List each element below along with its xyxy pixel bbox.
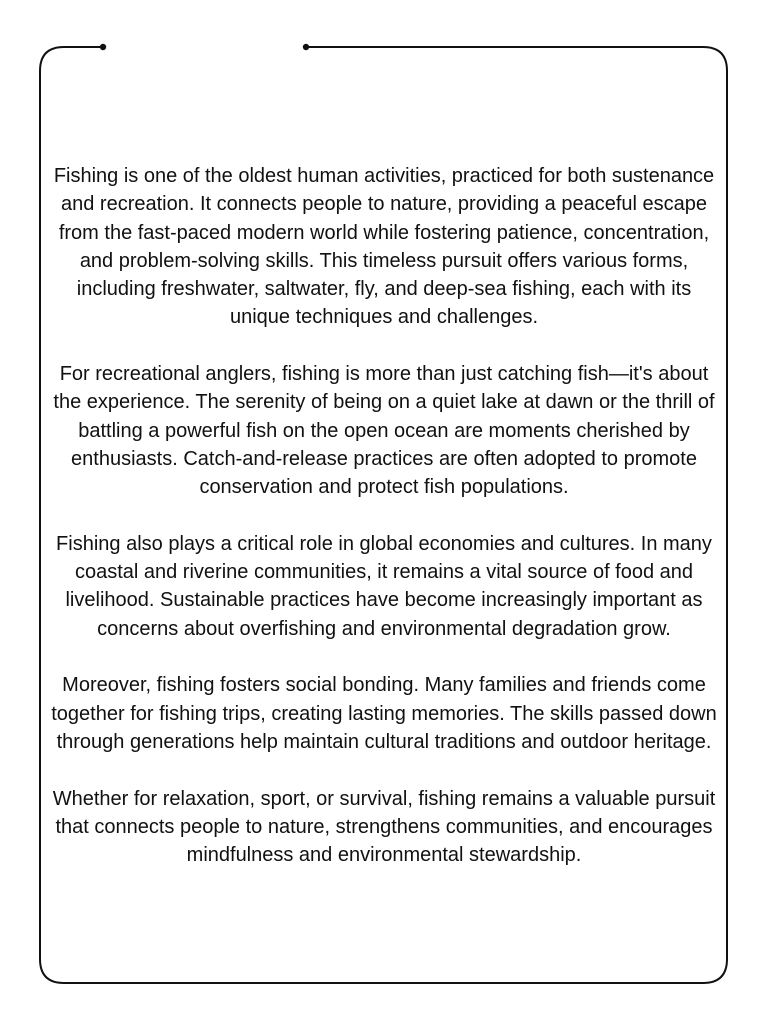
border-end-dot-left (100, 44, 106, 50)
article-body (48, 162, 720, 898)
paragraph-intro: Fishing is one of the oldest human activities, practiced for both sustenance and recreation. It connects people to nature, providing a peaceful escape from the fast-paced modern world while fostering patience, concentration, and problem-solving skills. This timeless pursuit offers various forms, including freshwater, saltwater, fly, and deep-sea fishing, each with its unique techniques and challenges. (53, 165, 715, 329)
paragraph-recreational: For recreational anglers, fishing is more than just catching fish—it's about the experience. The serenity of being on a quiet lake at dawn or the thrill of battling a powerful fish on the open ocean are moments cherished by enthusiasts. Catch-and-release practices are often adopted to promote conservation and protect fish populations. (53, 363, 715, 499)
border-end-dot-right (303, 44, 309, 50)
paragraph-social: Moreover, fishing fosters social bonding. Many families and friends come together for fishing trips, creating lasting memories. The skills passed down through generations help maintain cultural traditions and outdoor heritage. (51, 674, 717, 753)
paragraph-economies: Fishing also plays a critical role in global economies and cultures. In many coastal and riverine communities, it remains a vital source of food and livelihood. Sustainable practices have become increasingly important as concerns about overfishing and environmental degradation grow. (56, 532, 712, 640)
paragraph-conclusion: Whether for relaxation, sport, or survival, fishing remains a valuable pursuit that connects people to nature, strengthens communities, and encourages mindfulness and environmental stewardship. (52, 787, 716, 867)
